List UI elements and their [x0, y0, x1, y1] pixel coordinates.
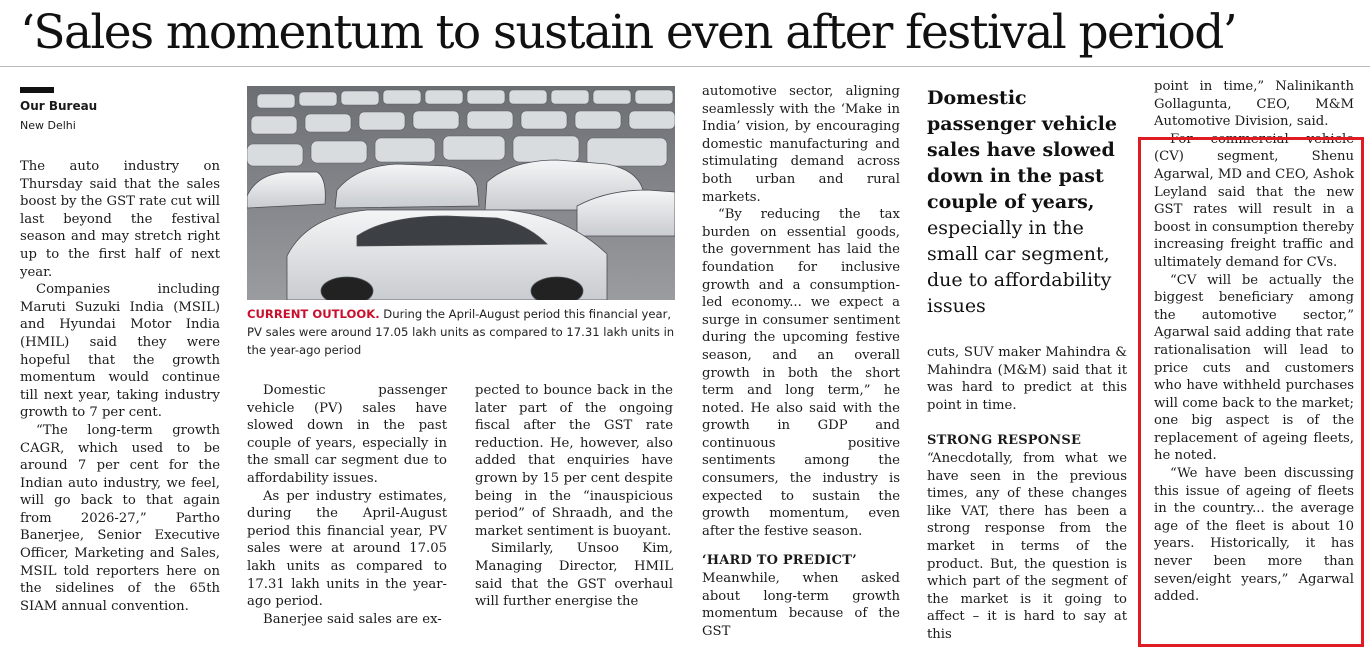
col4-subhead: ‘HARD TO PREDICT’	[702, 553, 857, 569]
col5-para-1: cuts, SUV maker Mahindra & Mahindra (M&M) said that it was hard to predict at this point in time.	[927, 345, 1127, 413]
pull-quote-regular: especially in the small car segment, due to affordability issues	[927, 217, 1112, 317]
headline-rule	[0, 66, 1370, 67]
col5-subhead: STRONG RESPONSE	[927, 433, 1082, 449]
col6-para-0: point in time,” Nalinikanth Gollagunta, CEO, M&M Automotive Division, said.	[1154, 79, 1354, 130]
col1-para-1: The auto industry on Thursday said that the sales boost by the GST rate cut will last beyond the festival season and may stretch right up to the first half of next year.	[20, 159, 220, 280]
column-3	[475, 382, 673, 611]
column-2	[247, 382, 447, 628]
byline-location: New Delhi	[20, 119, 76, 132]
column-4	[702, 83, 900, 640]
highlight-box	[1138, 137, 1364, 647]
col3-para-1: pected to bounce back in the later part of the ongoing fiscal after the GST rate reduction. He, however, also added that enquiries have grown by 15 per cent despite being in the “inauspicious period” of Shraadh, and the market sentiment is buoyant.	[475, 383, 673, 539]
col6-para-2: “CV will be actually the biggest beneficiary among the automotive sector,” Agarwal said adding that rate rationalisation will lead to price cuts and customers who have withheld purchases will come back to the market; one big aspect is of the replacement of ageing fleets, he noted.	[1154, 272, 1354, 464]
byline-name: Our Bureau	[20, 99, 98, 113]
byline-bar	[20, 87, 54, 93]
col4-para-3: Meanwhile, when asked about long-term growth momentum because of the GST	[702, 571, 900, 639]
col4-para-2: “By reducing the tax burden on essential goods, the government has laid the foundation for inclusive growth and a consumption-led economy... we expect a surge in consumer sentiment during the upcoming festive season, and an overall growth in both the short term and long term,” he noted. He also said with the growth in GDP and continuous positive sentiments among the consumers, the industry is expected to sustain the growth momentum, even after the festive season.	[702, 207, 900, 539]
column-5	[927, 344, 1127, 644]
col2-para-2: As per industry estimates, during the April-August period this financial year, PV sales were at around 17.05 lakh units as compared to 17.31 lakh units in the year-ago period.	[247, 488, 447, 610]
col1-para-2: Companies including Maruti Suzuki India (MSIL) and Hyundai Motor India (HMIL) said they were hopeful that the growth momentum would continue till next year, taking industry growth to 7 per cent.	[20, 282, 220, 421]
col6-para-1: For commercial vehicle (CV) segment, Shenu Agarwal, MD and CEO, Ashok Leyland said that the new GST rates will result in a boost in consumption thereby increasing freight traffic and ultimately demand for CVs.	[1154, 131, 1354, 270]
photo-caption	[247, 305, 675, 359]
col5-para-2: “Anecdotally, from what we have seen in the previous times, any of these changes like VAT, there has been a strong response from the market in terms of the product. But, the question is which part of the segment of the market is it going to affect – it is hard to say at this	[927, 450, 1127, 642]
headline: ‘Sales momentum to sustain even after festival period’	[20, 5, 1237, 60]
caption-title: CURRENT OUTLOOK.	[247, 307, 380, 321]
col2-para-1: Domestic passenger vehicle (PV) sales have slowed down in the past couple of years, especially in the small car segment due to affordability issues.	[247, 383, 447, 486]
caption-text: During the April-August period this financial year, PV sales were around 17.05 lakh units as compared to 17.31 lakh units in the year-ago period	[247, 307, 675, 357]
col2-para-3: Banerjee said sales are ex-	[263, 611, 442, 627]
pull-quote-bold: Domestic passenger vehicle sales have slowed down in the past couple of years,	[927, 87, 1117, 213]
photo-illustration	[247, 86, 675, 300]
parked-cars-photo	[247, 86, 675, 300]
col3-para-2: Similarly, Unsoo Kim, Managing Director, HMIL said that the GST overhaul will further energise the	[475, 541, 673, 610]
column-1	[20, 158, 220, 615]
col6-para-3: “We have been discussing this issue of ageing of fleets in the country... the average age of the fleet is about 10 years. Historically, it has never been more than seven/eight years,” Agarwal added.	[1154, 466, 1354, 605]
pull-quote	[927, 85, 1132, 319]
col1-para-3: “The long-term growth CAGR, which used to be around 7 per cent for the Indian auto industry, we feel, will go back to that again from 2026-27,” Partho Banerjee, Senior Executive Officer, Marketing and Sales, MSIL told reporters here on the sidelines of the 65th SIAM annual convention.	[20, 422, 220, 614]
col4-para-1: automotive sector, aligning seamlessly with the ‘Make in India’ vision, by encouraging domestic manufacturing and stimulating demand across both urban and rural markets.	[702, 84, 900, 205]
